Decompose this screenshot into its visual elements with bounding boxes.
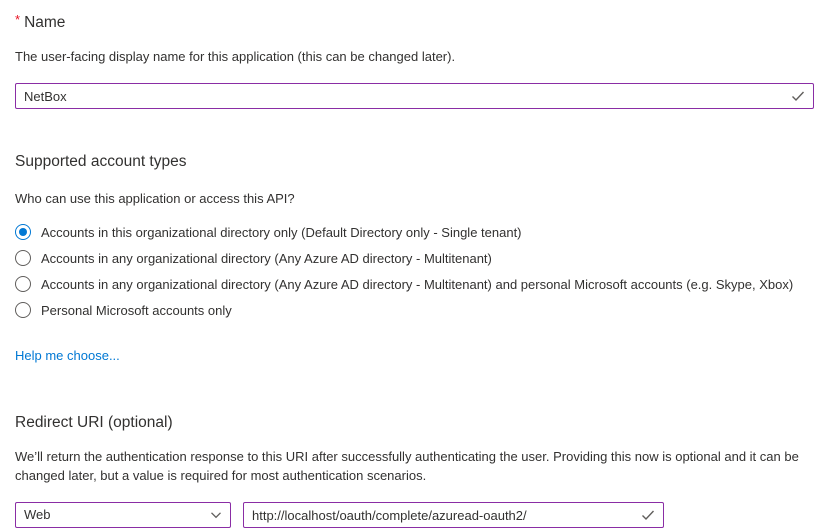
redirect-uri-description: We’ll return the authentication response to this URI after successfully authenticating the user. Providing this now is optional and it can be changed later, but a value is required for most authentication scenarios. (15, 449, 799, 483)
radio-multitenant[interactable] (15, 245, 814, 271)
radio-label: Accounts in any organizational directory (Any Azure AD directory - Multitenant) (41, 250, 492, 266)
platform-select-wrap (15, 502, 231, 528)
account-types-section-title: Supported account types (15, 153, 187, 170)
name-description: The user-facing display name for this application (this can be changed later). (15, 49, 456, 64)
radio-personal-only[interactable] (15, 297, 814, 323)
redirect-uri-section-title: Redirect URI (optional) (15, 414, 173, 431)
radio-label: Accounts in this organizational directory only (Default Directory only - Single tenant) (41, 224, 522, 240)
radio-button-icon[interactable] (15, 302, 31, 318)
name-section-title (15, 12, 814, 32)
help-me-choose-link[interactable]: Help me choose... (15, 348, 120, 363)
radio-label: Accounts in any organizational directory (Any Azure AD directory - Multitenant) and personal Microsoft accounts (e.g. Skype, Xbox) (41, 276, 794, 292)
radio-button-icon[interactable] (15, 250, 31, 266)
redirect-uri-input[interactable] (243, 502, 664, 528)
radio-label: Personal Microsoft accounts only (41, 302, 232, 318)
radio-button-icon[interactable] (15, 224, 31, 240)
redirect-uri-row (15, 502, 814, 528)
redirect-uri-input-wrap (243, 502, 664, 528)
account-types-radio-group (15, 219, 814, 323)
radio-multitenant-personal[interactable] (15, 271, 814, 297)
required-asterisk: * (15, 12, 21, 27)
name-input[interactable] (15, 83, 814, 109)
radio-single-tenant[interactable] (15, 219, 814, 245)
name-title-text: Name (24, 14, 66, 31)
platform-select[interactable]: Web (15, 502, 231, 528)
radio-button-icon[interactable] (15, 276, 31, 292)
name-input-wrap (15, 83, 814, 109)
account-types-question: Who can use this application or access this API? (15, 191, 295, 206)
